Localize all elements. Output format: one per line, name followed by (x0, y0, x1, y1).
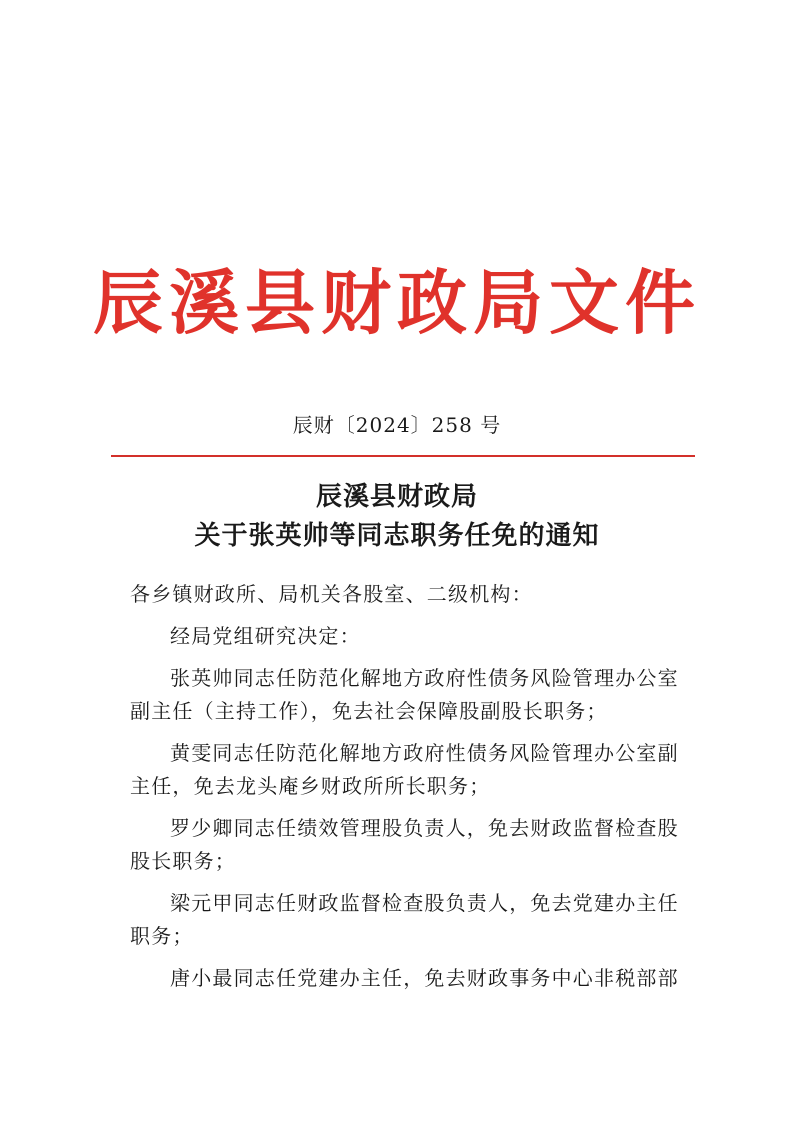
paragraph-appointment: 张英帅同志任防范化解地方政府性债务风险管理办公室副主任（主持工作），免去社会保障股副股长职务； (130, 666, 679, 723)
document-subject (0, 478, 794, 556)
paragraph-appointment: 罗少卿同志任绩效管理股负责人，免去财政监督检查股股长职务； (130, 816, 679, 873)
red-divider-line (111, 455, 695, 457)
document-number: 辰财〔2024〕258 号 (292, 413, 502, 437)
paragraph-appointment: 唐小最同志任党建办主任，免去财政事务中心非税部部 (170, 966, 679, 990)
subject-line-2: 关于张英帅等同志职务任免的通知 (194, 521, 600, 551)
document-header-title: 辰溪县财政局文件 (93, 261, 701, 344)
salutation: 各乡镇财政所、局机关各股室、二级机构： (130, 582, 533, 606)
paragraph-appointment: 梁元甲同志任财政监督检查股负责人，免去党建办主任职务； (130, 891, 679, 948)
paragraph-appointment: 黄雯同志任防范化解地方政府性债务风险管理办公室副主任，免去龙头庵乡财政所所长职务； (130, 741, 679, 798)
paragraph-decision-intro: 经局党组研究决定： (170, 624, 361, 648)
document-body (130, 578, 690, 995)
subject-line-1: 辰溪县财政局 (315, 482, 478, 512)
